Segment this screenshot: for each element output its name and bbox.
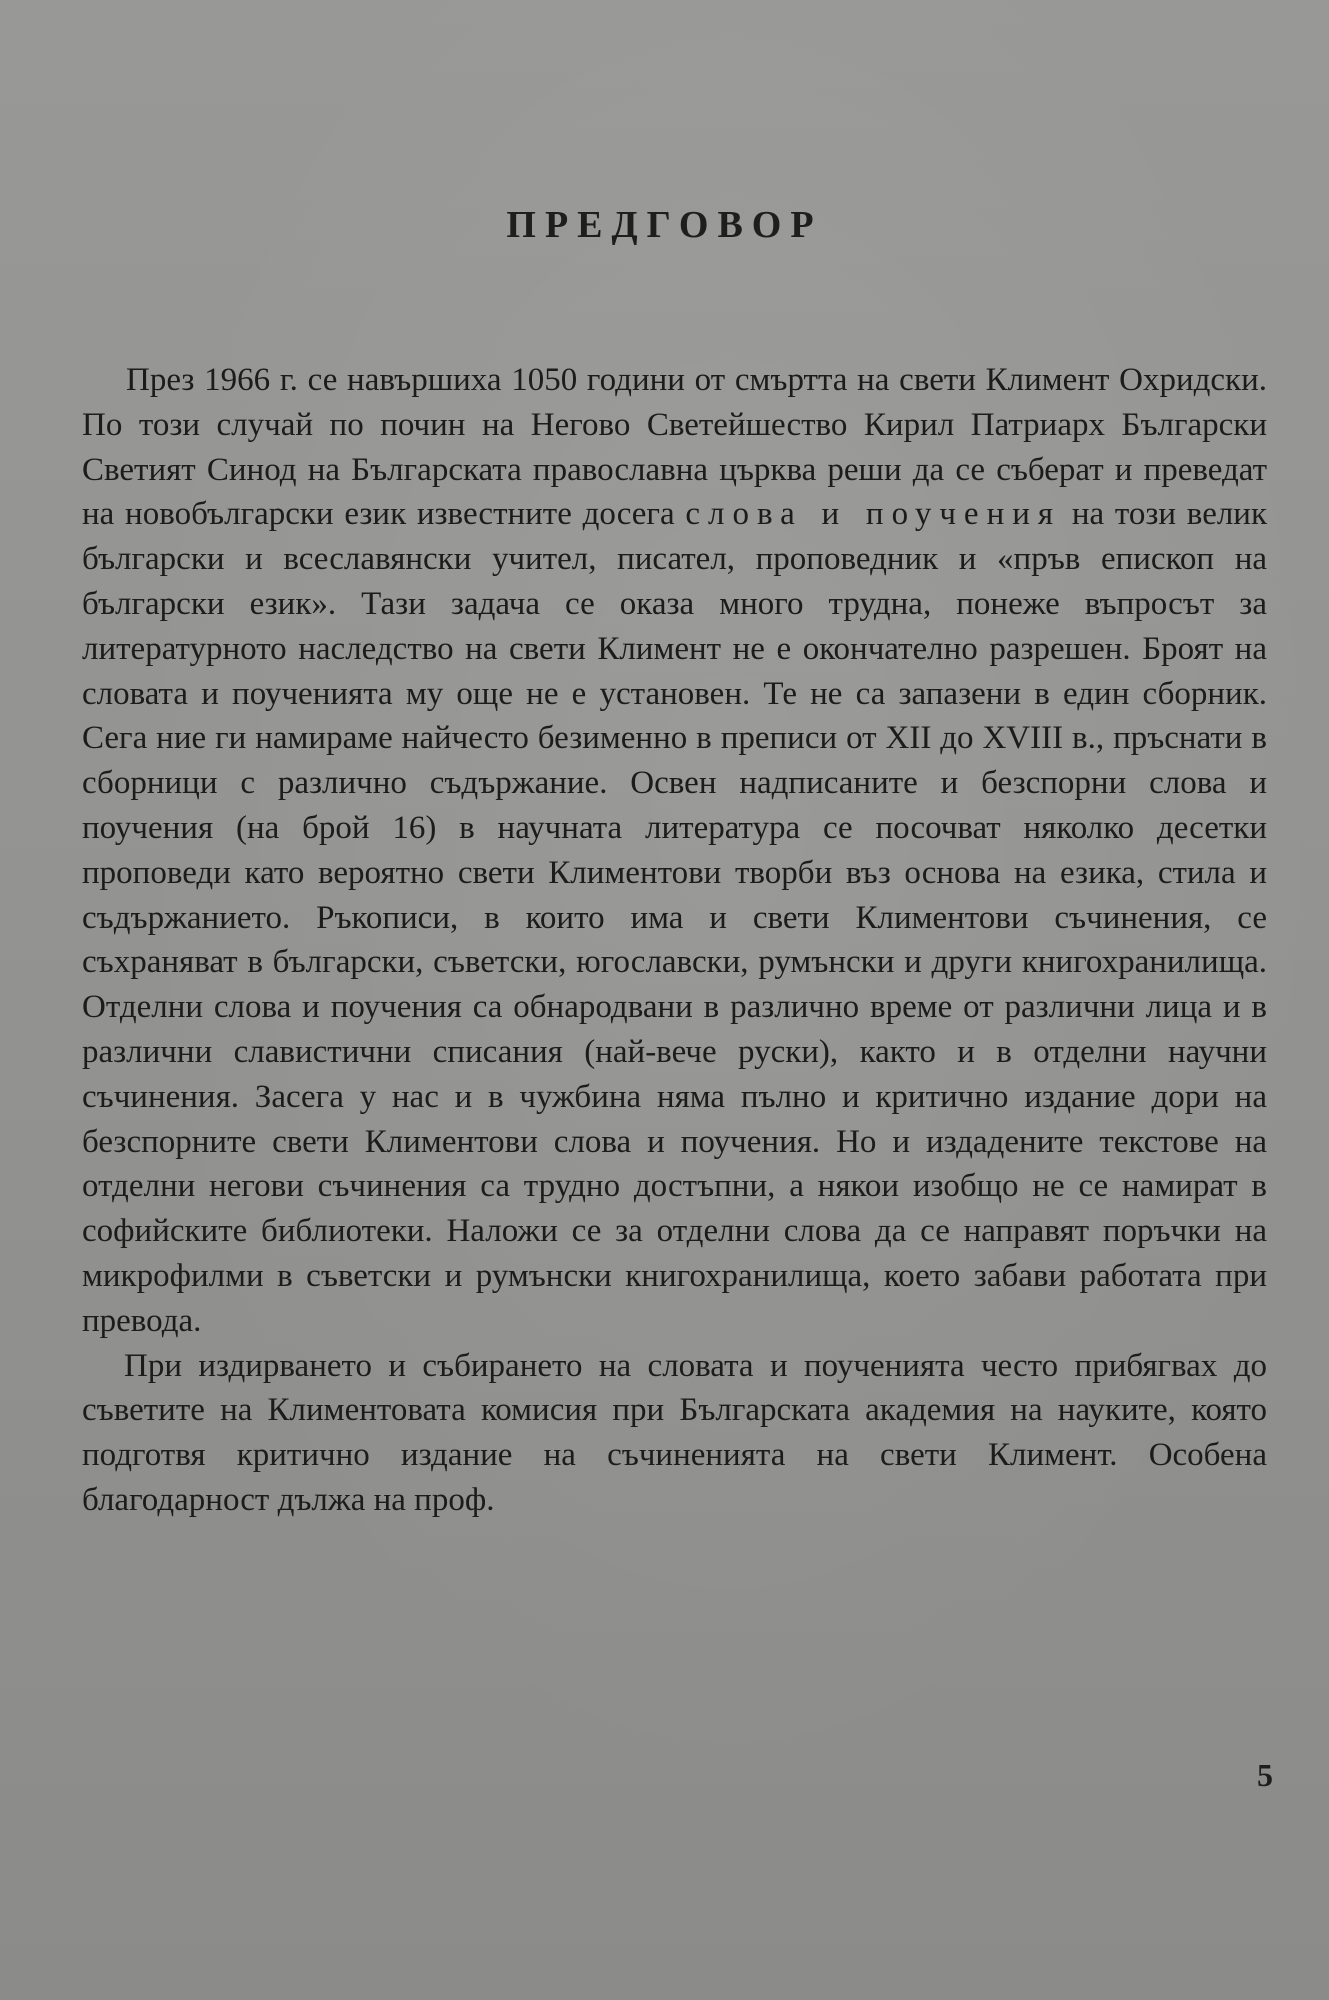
spaced-emphasis: слова и поучения (685, 496, 1062, 533)
paragraph-1-part-1: През 1966 г. се навършиха 1050 години от смъртта на свети Климент Охридски. По този случай по почин на Негово Светейшество Кирил Патриарх Български Светият Синод на Българската православна църква реши да се съберат и преведат на новобългарски език известните досега (82, 362, 1267, 533)
paragraph-2-text: При издирването и събирането на словата и поученията често прибягвах до съветите на Климентовата комисия при Българската академия на науките, която подготвя критично издание на съчиненията на свети Климент. Особена благодарност дължа на проф. (82, 1347, 1267, 1518)
paragraph-2 (82, 1344, 1267, 1523)
page-title: ПРЕДГОВОР (506, 204, 823, 246)
body-text (82, 358, 1267, 1523)
page-number: 5 (1257, 1757, 1273, 1793)
paragraph-1-part-2: на този велик български и всеславянски учител, писател, проповедник и «пръв епископ на български език». Тази задача се оказа много трудна, понеже въпросът за литературното наследство на свети Климент не е окончателно разрешен. Броят на словата и поученията му още не е установен. Те не са запазени в един сборник. Сега ние ги намираме найчесто безименно в преписи от XII до XVIII в., пръснати в сборници с различно съдържание. Освен надписаните и безспорни слова и поучения (на брой 16) в научната литература се посочват няколко десетки проповеди като вероятно свети Климентови творби въз основа на езика, стила и съдържанието. Ръкописи, в които има и свети Климентови съчинения, се съхраняват в български, съветски, югославски, румънски и други книгохранилища. Отделни слова и поучения са обнародвани в различно време от различни лица и в различни славистични списания (най-вече руски), както и в отделни научни съчинения. Засега у нас и в чужбина няма пълно и критично издание дори на безспорните свети Климентови слова и поучения. Но и издадените текстове на отделни негови съчинения са трудно достъпни, а някои изобщо не се намират в софийските библиотеки. Наложи се за отделни слова да се направят поръчки на микрофилми в съветски и румънски книгохранилища, което забави работата при превода. (82, 496, 1268, 1339)
paragraph-1 (82, 358, 1267, 1344)
